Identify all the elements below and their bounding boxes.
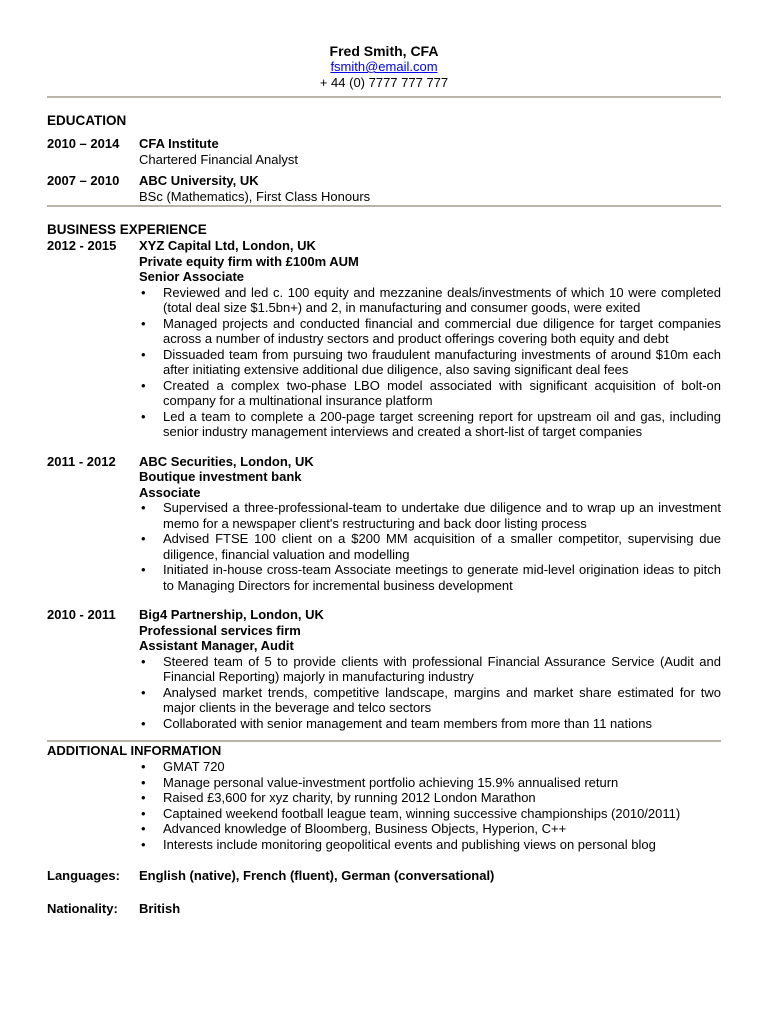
bullet-text: Advanced knowledge of Bloomberg, Business Objects, Hyperion, C++ xyxy=(163,821,567,836)
bullet-icon: • xyxy=(141,684,146,700)
bullet-icon: • xyxy=(141,759,146,774)
job-role: Senior Associate xyxy=(139,269,245,284)
job-role: Assistant Manager, Audit xyxy=(139,638,294,653)
list-item xyxy=(139,347,721,378)
education-date: 2010 – 2014 xyxy=(47,136,120,151)
bullet-icon: • xyxy=(141,653,146,669)
list-item xyxy=(139,531,721,562)
list-item xyxy=(139,716,721,732)
bullet-icon: • xyxy=(141,531,146,546)
education-item xyxy=(47,136,721,167)
nationality-label: Nationality: xyxy=(47,900,118,916)
list-item xyxy=(139,821,721,837)
job-company: ABC Securities, London, UK xyxy=(139,453,314,469)
phone-number: + 44 (0) 7777 777 777 xyxy=(319,75,449,90)
additional-info xyxy=(47,759,721,852)
job-role: Associate xyxy=(139,484,201,500)
bullet-text: Supervised a three-professional-team to undertake due diligence and to wrap up an investment memo for a newspaper client's restructuring and back door listing process xyxy=(163,500,721,531)
list-item xyxy=(139,806,721,822)
experience-heading: BUSINESS EXPERIENCE xyxy=(47,222,207,237)
languages-label: Languages: xyxy=(47,868,120,883)
education-detail: BSc (Mathematics), First Class Honours xyxy=(139,188,371,204)
job-company: Big4 Partnership, London, UK xyxy=(139,607,324,622)
job-description: Professional services firm xyxy=(139,622,301,638)
list-item xyxy=(139,685,721,716)
education-institution: ABC University, UK xyxy=(139,173,259,188)
bullet-icon: • xyxy=(141,500,146,515)
section-divider xyxy=(47,96,721,98)
bullet-icon: • xyxy=(141,715,146,731)
bullet-icon: • xyxy=(141,805,146,821)
bullet-text: Initiated in-house cross-team Associate meetings to generate mid-level origination ideas to pitch to Managing Directors for incremental business development xyxy=(163,562,721,593)
job-bullets xyxy=(139,285,721,440)
education-institution: CFA Institute xyxy=(139,136,219,151)
bullet-icon: • xyxy=(141,836,146,852)
job-description: Private equity firm with £100m AUM xyxy=(139,253,359,269)
bullet-text: GMAT 720 xyxy=(163,759,225,774)
bullet-icon: • xyxy=(141,377,146,393)
bullet-text: Steered team of 5 to provide clients with professional Financial Assurance Service (Audit and Financial Reporting) majorly in manufacturing industry xyxy=(163,653,721,684)
list-item xyxy=(139,837,721,853)
bullet-icon: • xyxy=(141,284,146,300)
education-heading: EDUCATION xyxy=(47,113,127,128)
candidate-name: Fred Smith, CFA xyxy=(329,43,439,59)
job-date: 2010 - 2011 xyxy=(47,607,116,622)
list-item xyxy=(139,285,721,316)
job-date: 2011 - 2012 xyxy=(47,453,116,469)
resume-page xyxy=(47,43,721,916)
list-item xyxy=(139,378,721,409)
bullet-icon: • xyxy=(141,774,146,790)
list-item xyxy=(139,759,721,775)
job-description: Boutique investment bank xyxy=(139,469,302,484)
languages-value: English (native), French (fluent), German (conversational) xyxy=(139,868,495,883)
job-bullets xyxy=(139,654,721,732)
resume-header xyxy=(47,43,721,91)
bullet-text: Advised FTSE 100 client on a $200 MM acquisition of a smaller competitor, supervising due diligence, financial valuation and modelling xyxy=(163,531,721,562)
list-item xyxy=(139,654,721,685)
bullet-text: Analysed market trends, competitive landscape, margins and market share estimated for two major clients in the beverage and telco sectors xyxy=(163,684,721,715)
section-divider xyxy=(47,205,721,207)
bullet-text: Interests include monitoring geopolitical events and publishing views on personal blog xyxy=(163,836,656,852)
nationality-value: British xyxy=(139,900,181,916)
list-item xyxy=(139,316,721,347)
bullet-icon: • xyxy=(141,562,146,577)
bullet-text: Collaborated with senior management and team members from more than 11 nations xyxy=(163,715,652,731)
list-item xyxy=(139,790,721,806)
job-entry xyxy=(47,607,721,731)
bullet-icon: • xyxy=(141,408,146,424)
job-company: XYZ Capital Ltd, London, UK xyxy=(139,238,316,253)
bullet-text: Led a team to complete a 200-page target screening report for upstream oil and gas, including senior industry management interviews and created a short-list of target companies xyxy=(163,408,721,439)
education-date: 2007 – 2010 xyxy=(47,173,120,188)
bullet-text: Managed projects and conducted financial and commercial due diligence for target companies across a number of industry sectors and product offerings covering both equity and debt xyxy=(163,315,721,346)
bullet-text: Manage personal value-investment portfolio achieving 15.9% annualised return xyxy=(163,774,619,790)
list-item xyxy=(139,500,721,531)
list-item xyxy=(139,775,721,791)
bullet-icon: • xyxy=(141,315,146,331)
nationality-row xyxy=(47,901,721,917)
education-detail: Chartered Financial Analyst xyxy=(139,151,298,167)
list-item xyxy=(139,409,721,440)
job-entry xyxy=(47,238,721,440)
bullet-text: Raised £3,600 for xyz charity, by running 2012 London Marathon xyxy=(163,790,536,805)
job-entry xyxy=(47,454,721,594)
languages-row xyxy=(47,868,721,884)
bullet-icon: • xyxy=(141,821,146,836)
bullet-text: Created a complex two-phase LBO model associated with significant acquisition of bolt-on company for a multinational insurance platform xyxy=(163,377,721,408)
bullet-text: Dissuaded team from pursuing two fraudulent manufacturing investments of around $10m each after initiating extensive additional due diligence, also saving significant deal fees xyxy=(163,346,721,377)
job-date: 2012 - 2015 xyxy=(47,238,117,253)
email-link[interactable]: fsmith@email.com xyxy=(330,59,438,74)
bullet-icon: • xyxy=(141,790,146,805)
bullet-icon: • xyxy=(141,346,146,362)
bullet-text: Captained weekend football league team, winning successive championships (2010/2011) xyxy=(163,805,681,821)
bullet-text: Reviewed and led c. 100 equity and mezzanine deals/investments of which 10 were completed (total deal size $1.5bn+) and 2, in manufacturing and consumer goods, were exited xyxy=(163,284,721,315)
additional-heading: ADDITIONAL INFORMATION xyxy=(47,743,222,758)
job-bullets xyxy=(139,500,721,593)
education-item xyxy=(47,173,721,204)
additional-bullets xyxy=(139,759,721,852)
section-divider xyxy=(47,740,721,742)
list-item xyxy=(139,562,721,593)
